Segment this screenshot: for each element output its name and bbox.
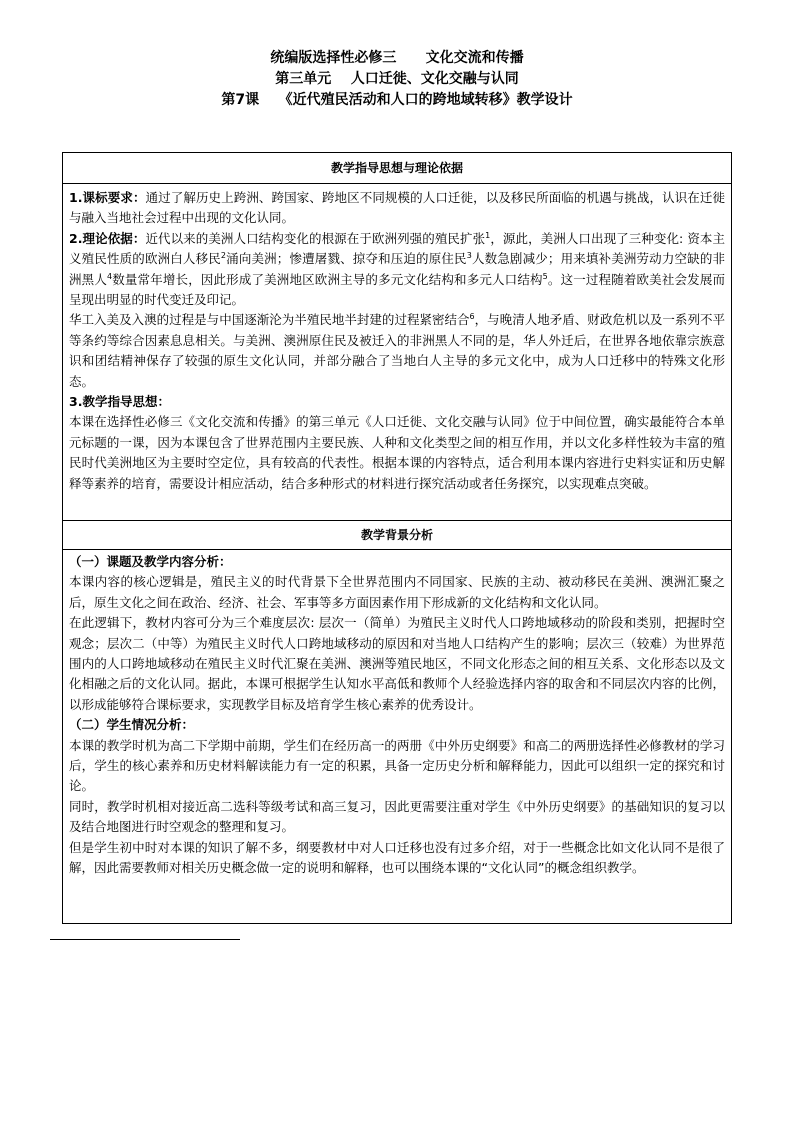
guiding-theory-section — [62, 152, 732, 521]
curriculum-requirement-label: 1.课标要求： — [69, 190, 146, 205]
theory-basis: 2.理论依据：近代以来的美洲人口结构变化的根源在于欧洲列强的殖民扩张$^1$，源此，美洲人口出现了三种变化: 资本主义殖民性质的欧洲白人移民$^2$涌向美洲；惨遭屠戮、掠夺和压迫的原住民$^3$人数急剧减少；用来填补美洲劳动力空缺的非洲黑人$^4$数量常年增长，因此形成了美洲地区欧洲主导的多元文化结构和多元人口结构$^5$。这一过程随着欧美社会发展而呈现出明显的时代变迁及印记。 — [69, 230, 725, 308]
teaching-background-content — [63, 550, 731, 879]
section-header-background: 教学背景分析 — [63, 521, 731, 550]
student-analysis-para-1: 本课的教学时机为高二下学期中前期，学生们在经历高一的两册《中外历史纲要》和高二的两册选择性必修教材的学习后，学生的核心素养和历史材料解读能力有一定的积累，具备一定历史分析和解释能力，因此可以组织一定的探究和讨论。 — [69, 737, 725, 794]
teaching-guideline-text: 本课在选择性必修三《文化交流和传播》的第三单元《人口迁徙、文化交融与认同》位于中间位置，确实最能符合本单元标题的一课，因为本课包含了世界范围内主要民族、人种和文化类型之间的相互作用，并以文化多样性较为丰富的殖民时代美洲地区为主要时空定位，具有较高的代表性。根据本课的内容特点，适合利用本课内容进行史料实证和历史解释等素养的培育，需要设计相应活动，结合多种形式的材料进行探究活动或者任务探究，以实现难点突破。 — [69, 414, 725, 491]
footnote-ref[interactable]: 2 — [220, 251, 227, 261]
chinese-migration-paragraph: 华工入美及入澳的过程是与中国逐渐沦为半殖民地半封建的过程紧密结合$^6$，与晚清人地矛盾、财政危机以及一系列不平等条约等综合因素息息相关。与美洲、澳洲原住民及被迁入的非洲黑人不同的是，华人外迁后，在世界各地依靠宗族意识和团结精神保存了较强的原生文化认同，并部分融合了当地白人主导的多元文化中，成为人口迁移中的特殊文化形态。 — [69, 312, 725, 389]
footnote-ref[interactable]: 3 — [466, 251, 472, 261]
document-title: 统编版选择性必修三 文化交流和传播 — [270, 50, 524, 66]
content-analysis-para-2: 在此逻辑下，教材内容可分为三个难度层次: 层次一（简单）为殖民主义时代人口跨地域移动的阶段和类别，把握时空观念；层次二（中等）为殖民主义时代人口跨地域移动的原因和对当地人口结构产生的影响；层次三（较难）为世界范围内的人口跨地域移动在殖民主义时代汇聚在美洲、澳洲等殖民地区，不同文化形态之间的相互关系、文化形态以及文化相融之后的文化认同。据此，本课可根据学生认知水平高低和教师个人经验选择内容的取舍和不同层次内容的比例，以形成能够符合课标要求，实现教学目标及培育学生核心素养的优秀设计。 — [69, 615, 725, 712]
curriculum-requirement: 1.课标要求：通过了解历史上跨洲、跨国家、跨地区不同规模的人口迁徙，以及移民所面临的机遇与挑战，认识在迁徙与融入当地社会过程中出现的文化认同。 — [69, 190, 725, 226]
student-analysis-para-2: 同时，教学时机相对接近高二选科等级考试和高三复习，因此更需要注重对学生《中外历史纲要》的基础知识的复习以及结合地图进行时空观念的整理和复习。 — [69, 798, 725, 835]
footnote-ref[interactable]: 4 — [106, 271, 113, 281]
content-analysis-para-1: 本课内容的核心逻辑是，殖民主义的时代背景下全世界范围内不同国家、民族的主动、被动移民在美洲、澳洲汇聚之后，原生文化之间在政治、经济、社会、军事等多方面因素作用下形成新的文化结构和文化认同。 — [69, 574, 725, 610]
teaching-background-section — [62, 520, 732, 924]
lesson-title: 第7课 《近代殖民活动和人口的跨地域转移》教学设计 — [221, 92, 573, 108]
student-analysis-para-3: 但是学生初中时对本课的知识了解不多，纲要教材中对人口迁移也没有过多介绍，对于一些概念比如文化认同不是很了解，因此需要教师对相关历史概念做一定的说明和解释，也可以围绕本课的“文化认同”的概念组织教学。 — [69, 839, 725, 876]
footnote-ref[interactable]: 6 — [469, 312, 475, 322]
section-header-guiding-theory: 教学指导思想与理论依据 — [63, 153, 731, 184]
subheading-student-analysis: （二）学生情况分析： — [69, 717, 195, 733]
teaching-guideline-label: 3.教学指导思想： — [69, 394, 170, 410]
unit-title: 第三单元 人口迁徙、文化交融与认同 — [275, 71, 519, 87]
footnote-ref[interactable]: 5 — [542, 271, 548, 281]
footnote-separator — [50, 939, 240, 940]
footnote-ref[interactable]: 1 — [485, 230, 491, 240]
guiding-theory-content — [63, 184, 731, 494]
subheading-content-analysis: （一）课题及教学内容分析： — [69, 554, 232, 569]
theory-basis-label: 2.理论依据： — [69, 230, 146, 246]
